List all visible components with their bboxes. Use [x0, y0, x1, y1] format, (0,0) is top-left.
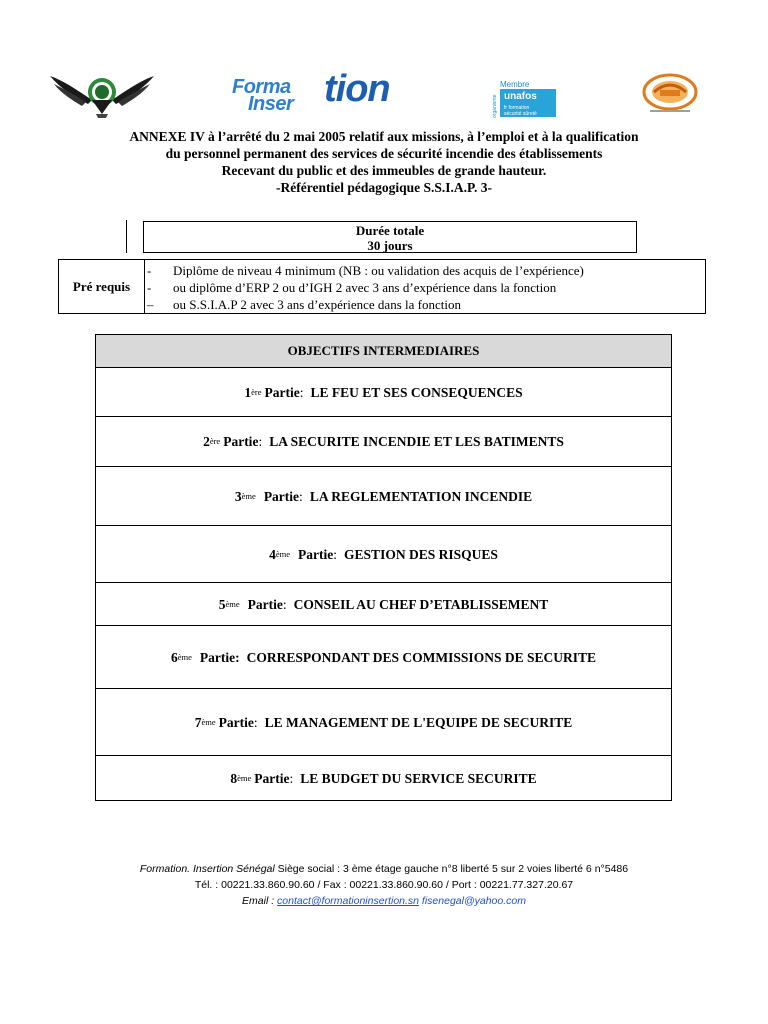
logo-inser-text: Inser [248, 93, 294, 115]
partner-logo [640, 72, 700, 116]
part-title: GESTION DES RISQUES [344, 546, 498, 562]
part-separator: : [333, 546, 338, 562]
eagle-logo [48, 70, 156, 120]
part-label: Partie: [199, 649, 240, 665]
part-separator: : [299, 384, 304, 400]
prerequisites-list [147, 262, 701, 313]
logo-tion-text: tion [324, 68, 390, 110]
title-line-2: du personnel permanent des services de sécurité incendie des établissements [165, 146, 603, 161]
part-number: 4 [269, 546, 276, 562]
footer-address: Siège social : 3 ème étage gauche n°8 liberté 5 sur 2 voies liberté 6 n°5486 [274, 863, 629, 875]
footer-email-link[interactable]: contact@formationinsertion.sn [277, 895, 420, 907]
part-label: Partie [218, 714, 254, 730]
circle-emblem-icon [640, 72, 700, 116]
unafos-tagline-text: fr formation sécurité sûreté [504, 105, 537, 117]
unafos-member-text: Membre [500, 80, 530, 89]
document-title [80, 128, 688, 196]
part-title: LA SECURITE INCENDIE ET LES BATIMENTS [269, 434, 564, 449]
part-number: 1 [244, 384, 252, 400]
footer-email-secondary: fisenegal@yahoo.com [419, 895, 526, 907]
part-number: 8 [230, 770, 238, 786]
part-title: CONSEIL AU CHEF D’ETABLISSEMENT [293, 596, 549, 612]
prerequisite-dash: – [147, 297, 154, 312]
title-line-1: ANNEXE IV à l’arrêté du 2 mai 2005 relatif aux missions, à l’emploi et à la qualification [129, 129, 639, 144]
part-title: LE BUDGET DU SERVICE SECURITE [300, 770, 537, 786]
footer-phones: Tél. : 00221.33.860.90.60 / Fax : 00221.33.860.90.60 / Port : 00221.77.327.20.67 [194, 879, 574, 891]
objective-row: 7 $^{ème}$ Partie : LE MANAGEMENT DE L'EQUIPE DE SECURITE [96, 688, 671, 756]
objective-row: 8 $^{ème}$ Partie : LE BUDGET DU SERVICE SECURITE [96, 755, 671, 801]
part-separator: : [282, 596, 287, 612]
prerequisite-text: Diplôme de niveau 4 minimum (NB : ou validation des acquis de l’expérience) [173, 263, 584, 278]
part-number: 3 [234, 488, 242, 504]
title-line-4: -Référentiel pédagogique S.S.I.A.P. 3- [276, 180, 492, 195]
part-label: Partie [264, 384, 300, 400]
part-separator: : [258, 434, 263, 449]
unafos-brand-text: unafos [504, 91, 537, 102]
prerequisite-item [147, 262, 701, 279]
part-label: Partie [263, 488, 300, 504]
eagle-icon [48, 70, 156, 120]
unafos-badge [500, 89, 556, 117]
objective-row: 2 $^{ère}$ Partie : LA SECURITE INCENDIE ET LES BATIMENTS [96, 416, 671, 467]
part-number: 2 [203, 434, 210, 449]
objectives-table [95, 334, 672, 801]
duration-label: Durée totale [355, 223, 425, 238]
objective-row: 6 $^{ème}$ Partie: CORRESPONDANT DES COMMISSIONS DE SECURITE [96, 625, 671, 689]
unafos-logo [492, 80, 560, 118]
objective-row: 5 $^{ème}$ Partie : CONSEIL AU CHEF D’ETABLISSEMENT [96, 582, 671, 626]
part-separator: : [289, 770, 294, 786]
objective-row: 4 $^{ème}$ Partie : GESTION DES RISQUES [96, 525, 671, 583]
objectives-header: OBJECTIFS INTERMEDIAIRES [96, 335, 671, 367]
prerequisites-table [58, 259, 706, 314]
part-label: Partie [298, 546, 334, 562]
prerequisites-label: Pré requis [59, 260, 145, 313]
footer-email-label: Email : [242, 895, 278, 907]
prerequisite-text: ou diplôme d’ERP 2 ou d’IGH 2 avec 3 ans d’expérience dans la fonction [173, 280, 557, 295]
page-footer [60, 861, 708, 909]
formation-insertion-logo [232, 68, 436, 118]
prerequisite-item [147, 279, 701, 296]
duration-box [143, 221, 637, 253]
part-title: CORRESPONDANT DES COMMISSIONS DE SECURITE [246, 649, 596, 665]
title-line-3: Recevant du public et des immeubles de grande hauteur. [221, 163, 547, 178]
unafos-side-text: organisme [492, 94, 498, 118]
footer-company: Formation. Insertion Sénégal [139, 863, 275, 875]
part-label: Partie [254, 770, 290, 786]
duration-value: 30 jours [367, 238, 413, 253]
prerequisite-dash: - [147, 280, 152, 295]
objective-row: 1 $^{ère}$ Partie : LE FEU ET SES CONSEQUENCES [96, 367, 671, 417]
prerequisite-item [147, 296, 701, 313]
part-number: 6 [171, 649, 178, 665]
part-number: 5 [218, 596, 226, 612]
prerequisite-text: ou S.S.I.A.P 2 avec 3 ans d’expérience dans la fonction [173, 297, 461, 312]
part-label: Partie [223, 434, 259, 449]
table-edge-mark [126, 220, 127, 253]
prerequisite-dash: - [147, 263, 152, 278]
part-title: LE MANAGEMENT DE L'EQUIPE DE SECURITE [264, 714, 573, 730]
part-number: 7 [194, 714, 202, 730]
part-separator: : [299, 488, 303, 504]
part-separator: : [253, 714, 258, 730]
part-title: LE FEU ET SES CONSEQUENCES [310, 384, 523, 400]
logo-forma-text: Forma [232, 76, 291, 98]
footer-email-line [60, 893, 708, 909]
footer-address-line [60, 861, 708, 877]
part-title: LA REGLEMENTATION INCENDIE [309, 488, 533, 504]
part-label: Partie [247, 596, 283, 612]
objective-row: 3 $^{ème}$ Partie : LA REGLEMENTATION INCENDIE [96, 466, 671, 526]
